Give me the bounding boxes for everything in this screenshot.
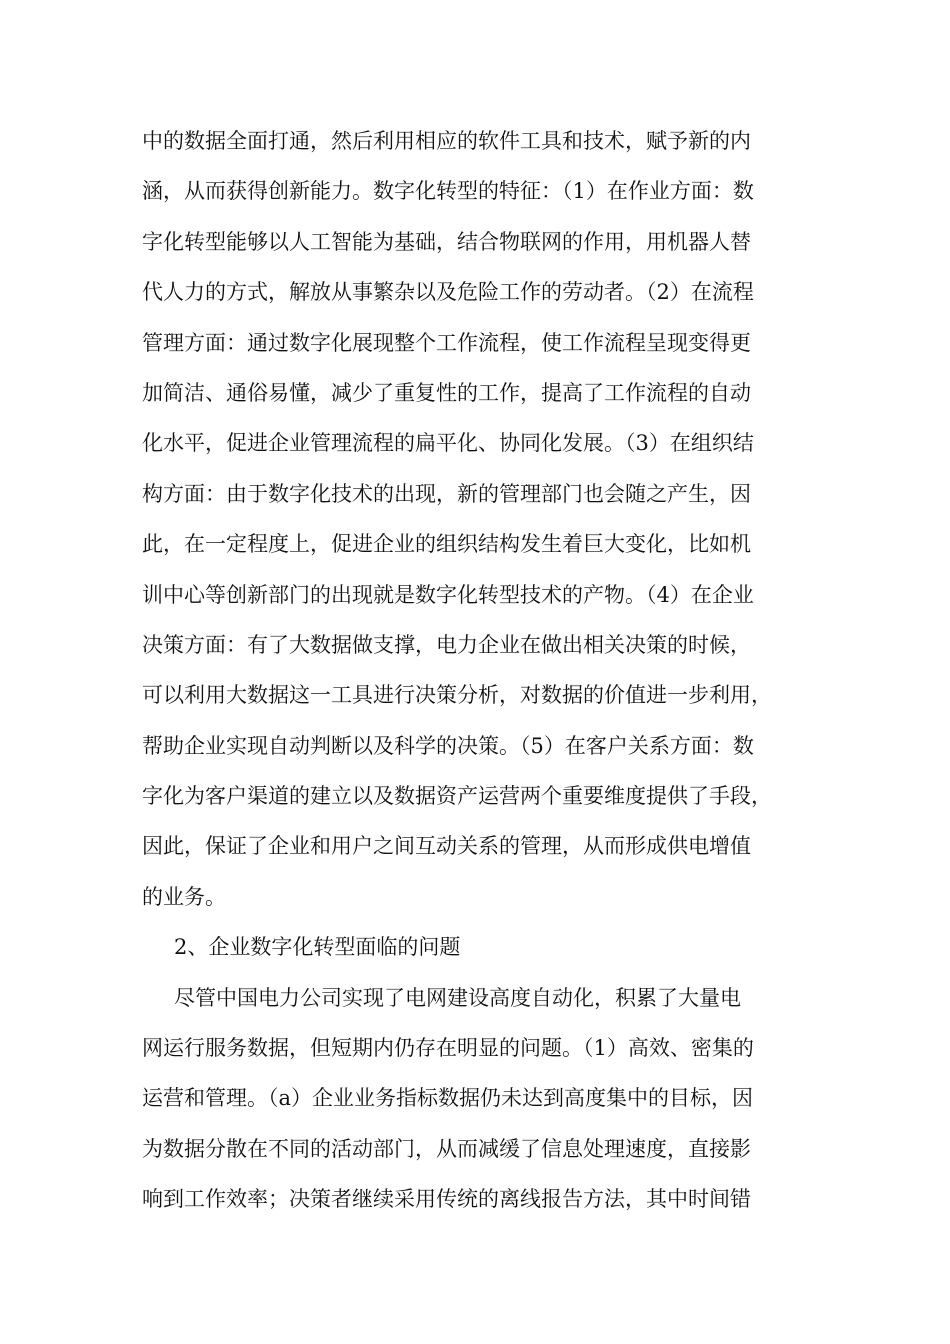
- text-line: 尽管中国电力公司实现了电网建设高度自动化，积累了大量电: [174, 985, 741, 1010]
- text-line: 涵，从而获得创新能力。数字化转型的特征：（1）在作业方面：数: [142, 179, 754, 204]
- text-line: 化水平，促进企业管理流程的扁平化、协同化发展。（3）在组织结: [142, 431, 754, 456]
- text-line: 代人力的方式，解放从事繁杂以及危险工作的劳动者。（2）在流程: [142, 280, 754, 305]
- text-line: 此，在一定程度上，促进企业的组织结构发生着巨大变化，比如机: [142, 532, 751, 557]
- text-line: 中的数据全面打通，然后利用相应的软件工具和技术，赋予新的内: [142, 129, 751, 153]
- text-line: 字化转型能够以人工智能为基础，结合物联网的作用，用机器人替: [142, 229, 751, 254]
- text-line: 因此，保证了企业和用户之间互动关系的管理，从而形成供电增值: [142, 834, 751, 859]
- text-line: 管理方面：通过数字化展现整个工作流程，使工作流程呈现变得更: [142, 330, 751, 355]
- text-line: 训中心等创新部门的出现就是数字化转型技术的产物。（4）在企业: [142, 582, 754, 607]
- text-line: 决策方面：有了大数据做支撑，电力企业在做出相关决策的时候，: [142, 632, 751, 657]
- text-line: 可以利用大数据这一工具进行决策分析，对数据的价值进一步利用，: [142, 683, 772, 708]
- section-heading: 2、企业数字化转型面临的问题: [174, 935, 461, 960]
- text-line: 运营和管理。（a）企业业务指标数据仍未达到高度集中的目标，因: [142, 1086, 754, 1111]
- text-line: 的业务。: [142, 884, 226, 909]
- text-line: 帮助企业实现自动判断以及科学的决策。（5）在客户关系方面：数: [142, 733, 754, 758]
- text-line: 字化为客户渠道的建立以及数据资产运营两个重要维度提供了手段，: [142, 784, 772, 809]
- text-line: 构方面：由于数字化技术的出现，新的管理部门也会随之产生，因: [142, 481, 751, 506]
- text-line: 响到工作效率；决策者继续采用传统的离线报告方法，其中时间错: [142, 1187, 751, 1212]
- text-line: 网运行服务数据，但短期内仍存在明显的问题。（1）高效、密集的: [142, 1036, 754, 1061]
- text-line: 加简洁、通俗易懂，减少了重复性的工作，提高了工作流程的自动: [142, 380, 751, 405]
- body-text: [142, 116, 807, 1225]
- text-line: 为数据分散在不同的活动部门，从而减缓了信息处理速度，直接影: [142, 1136, 751, 1161]
